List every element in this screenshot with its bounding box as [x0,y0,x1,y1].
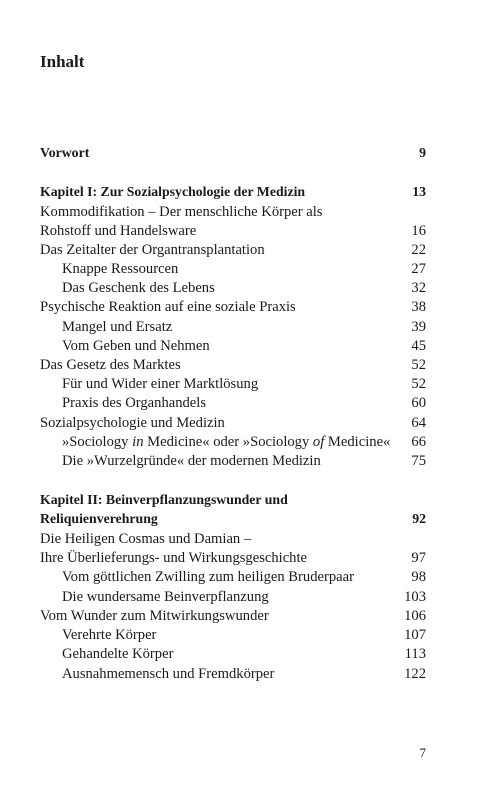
toc-entry [40,587,426,607]
toc-entry-title: Mangel und Ersatz [62,319,173,335]
toc-entry-page: 64 [411,415,426,431]
toc-entry [40,548,426,568]
toc-entry [40,336,426,356]
toc-entry-page: 9 [419,145,426,160]
toc-entry-title: Die Heiligen Cosmas und Damian – [40,531,252,547]
toc-entry-page: 103 [404,589,426,605]
toc-entry-title: Die »Wurzelgründe« der modernen Medizin [62,453,321,469]
toc-entry-title: Vorwort [40,145,90,160]
toc-entry-page: 97 [411,550,426,566]
toc-entry-page: 107 [404,627,426,643]
toc-entry-title: Kapitel II: Beinverpflanzungswunder und [40,492,288,507]
toc-entry [40,259,426,279]
toc-entry-page: 66 [411,434,426,450]
toc-entry-title: Die wundersame Beinverpflanzung [62,589,269,605]
italic-word: of [312,434,325,450]
toc-entry-title: Das Zeitalter der Organtransplantation [40,242,265,258]
toc-entry [40,509,426,529]
toc-entry-page: 32 [411,280,426,296]
toc-entry-title: Das Gesetz des Marktes [40,357,181,373]
toc-entry-page: 98 [411,569,426,585]
toc-entry-page: 16 [411,223,426,239]
page-title: Inhalt [40,52,85,71]
toc-entry-page: 13 [412,184,426,199]
toc-entry-page: 113 [404,646,426,662]
toc-entry-title: Rohstoff und Handelsware [40,223,197,239]
toc-entry [40,221,426,241]
toc-entry-title: Das Geschenk des Lebens [62,280,215,296]
toc-entry-title: Verehrte Körper [62,627,157,643]
toc-entry-title: Für und Wider einer Marktlösung [62,376,259,392]
toc-entry [40,606,426,626]
toc-entry-page: 106 [404,608,426,624]
toc-entry-page: 75 [411,453,426,469]
toc-entry [40,202,426,222]
toc-entry [40,278,426,298]
toc-entry [40,529,426,549]
toc-entry-page: 22 [411,242,426,258]
title-fragment: Medicine« oder »Sociology [143,434,313,450]
toc-entry [40,644,426,664]
toc-entry-title: Vom göttlichen Zwilling zum heiligen Bruderpaar [62,569,354,585]
toc-entry [40,374,426,394]
toc-entry-page: 52 [411,376,426,392]
toc-entry-title: Knappe Ressourcen [62,261,179,277]
toc-entry [40,182,426,202]
toc-entry-title: Kommodifikation – Der menschliche Körper als [40,204,323,220]
toc-entry [40,567,426,587]
toc-entry [40,625,426,645]
toc-entry [40,240,426,260]
toc-entry-title [40,432,390,452]
toc-entry-title: Vom Geben und Nehmen [62,338,210,354]
toc-entry-title: Vom Wunder zum Mitwirkungswunder [40,608,269,624]
title-fragment: Medicine« [324,434,391,450]
toc-entry-title: Gehandelte Körper [62,646,174,662]
toc-entry-title: Ihre Überlieferungs- und Wirkungsgeschichte [40,550,308,566]
toc-entry [40,432,426,452]
toc-entry-title: Sozialpsychologie und Medizin [40,415,225,431]
toc-entry-title: Praxis des Organhandels [62,395,207,411]
toc-entry [40,451,426,471]
toc-entry [40,317,426,337]
toc-entry [40,393,426,413]
toc-entry [40,355,426,375]
toc-entry-page: 45 [411,338,426,354]
toc-entry [40,297,426,317]
page-number: 7 [419,745,426,760]
toc-entry [40,664,426,684]
toc-entry-title: Kapitel I: Zur Sozialpsychologie der Medizin [40,184,306,199]
italic-word: in [132,434,144,450]
toc-entry-page: 52 [411,357,426,373]
toc-entry-page: 38 [411,299,426,315]
toc-entry-page: 39 [411,319,426,335]
toc-entry [40,413,426,433]
title-fragment: »Sociology [62,434,133,450]
toc-entry-title: Psychische Reaktion auf eine soziale Praxis [40,299,296,315]
toc-entry-page: 60 [411,395,426,411]
toc-entry [40,490,426,510]
toc-entry-page: 122 [404,666,426,682]
toc-entry-page: 27 [411,261,426,277]
toc-entry-title: Ausnahmemensch und Fremdkörper [62,666,275,682]
toc-entry [40,143,426,163]
toc-entry-title: Reliquienverehrung [40,511,158,526]
toc-entry-page: 92 [412,511,426,526]
